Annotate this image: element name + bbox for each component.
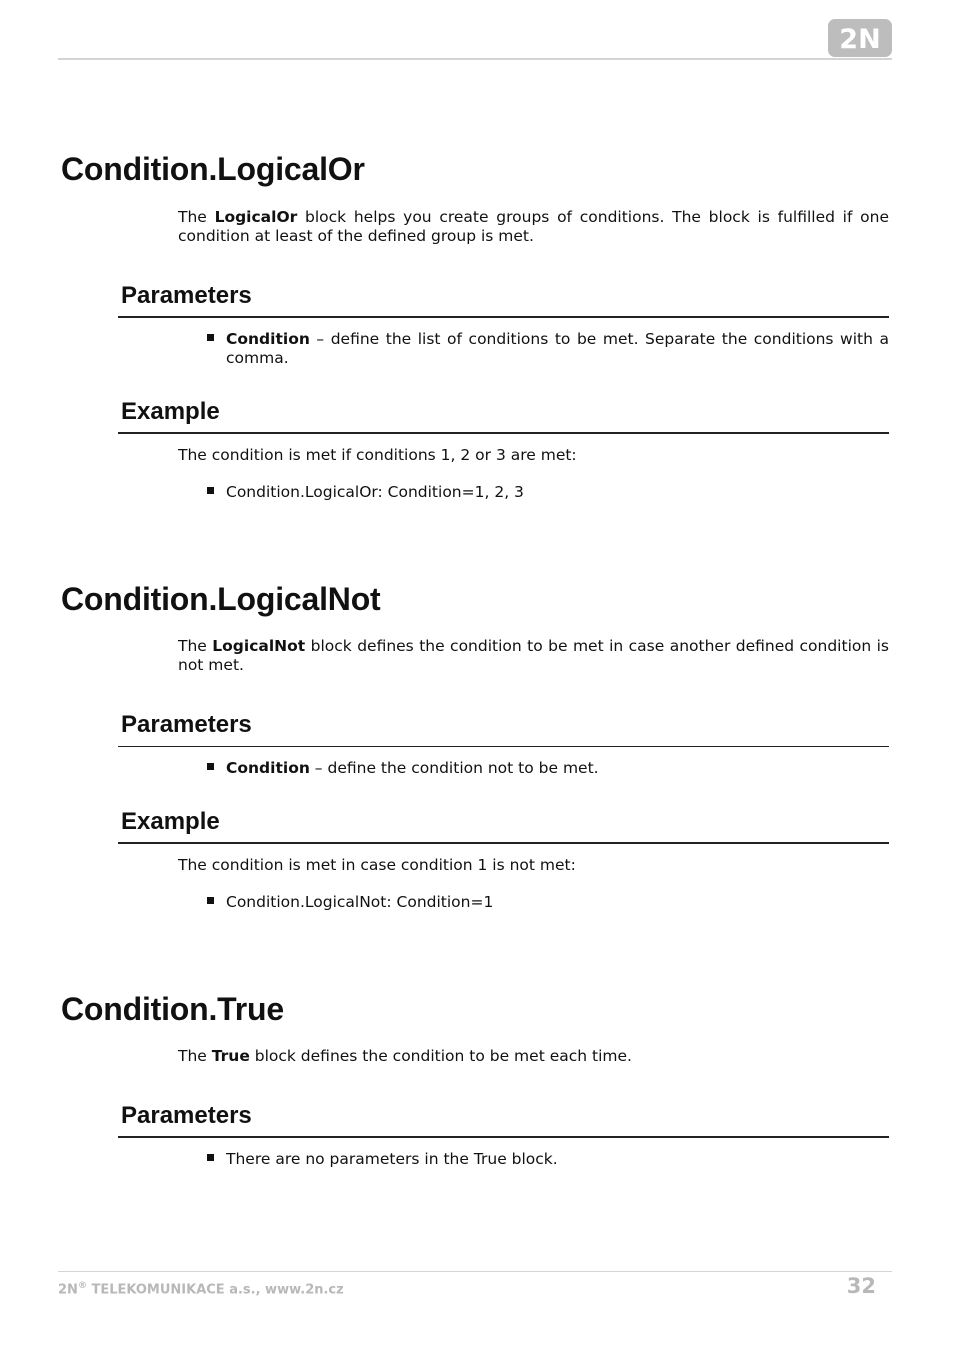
bullet-icon bbox=[207, 1154, 214, 1161]
section-intro-true: The True block defines the condition to be met each time. bbox=[178, 1047, 632, 1065]
heading-rule bbox=[118, 1136, 889, 1138]
footer-rule bbox=[58, 1271, 892, 1272]
list-item: There are no parameters in the True block. bbox=[207, 1150, 889, 1169]
section-title-logicalor: Condition.LogicalOr bbox=[61, 151, 365, 187]
heading-rule bbox=[118, 746, 889, 747]
list-item: Condition – define the list of conditions to be met. Separate the conditions with a comma. bbox=[207, 330, 889, 368]
list-item: Condition.LogicalNot: Condition=1 bbox=[207, 893, 889, 912]
section-intro-logicalnot: The LogicalNot block defines the condition to be met in case another defined condition is not met. bbox=[178, 637, 889, 674]
heading-rule bbox=[118, 842, 889, 844]
parameters-heading: Parameters bbox=[121, 282, 252, 309]
parameters-heading: Parameters bbox=[121, 1102, 252, 1129]
heading-rule bbox=[118, 432, 889, 434]
example-heading: Example bbox=[121, 808, 220, 835]
section-intro-logicalor: The LogicalOr block helps you create groups of conditions. The block is fulfilled if one condition at least of the defined group is met. bbox=[178, 208, 890, 245]
footer-company: 2N® TELEKOMUNIKACE a.s., www.2n.cz bbox=[58, 1281, 344, 1298]
bullet-icon bbox=[207, 897, 214, 904]
parameters-heading: Parameters bbox=[121, 711, 252, 738]
example-intro: The condition is met in case condition 1 is not met: bbox=[178, 856, 576, 874]
page-number: 32 bbox=[846, 1274, 876, 1298]
list-item: Condition – define the condition not to be met. bbox=[207, 759, 889, 778]
example-heading: Example bbox=[121, 398, 220, 425]
bullet-icon bbox=[207, 487, 214, 494]
header-rule bbox=[58, 58, 892, 60]
example-intro: The condition is met if conditions 1, 2 or 3 are met: bbox=[178, 446, 577, 464]
list-item: Condition.LogicalOr: Condition=1, 2, 3 bbox=[207, 483, 889, 502]
section-title-true: Condition.True bbox=[61, 991, 284, 1027]
logo-text: 2N bbox=[839, 24, 881, 55]
2n-logo bbox=[828, 19, 892, 57]
bullet-icon bbox=[207, 334, 214, 341]
bullet-icon bbox=[207, 763, 214, 770]
heading-rule bbox=[118, 316, 889, 318]
section-title-logicalnot: Condition.LogicalNot bbox=[61, 581, 381, 617]
